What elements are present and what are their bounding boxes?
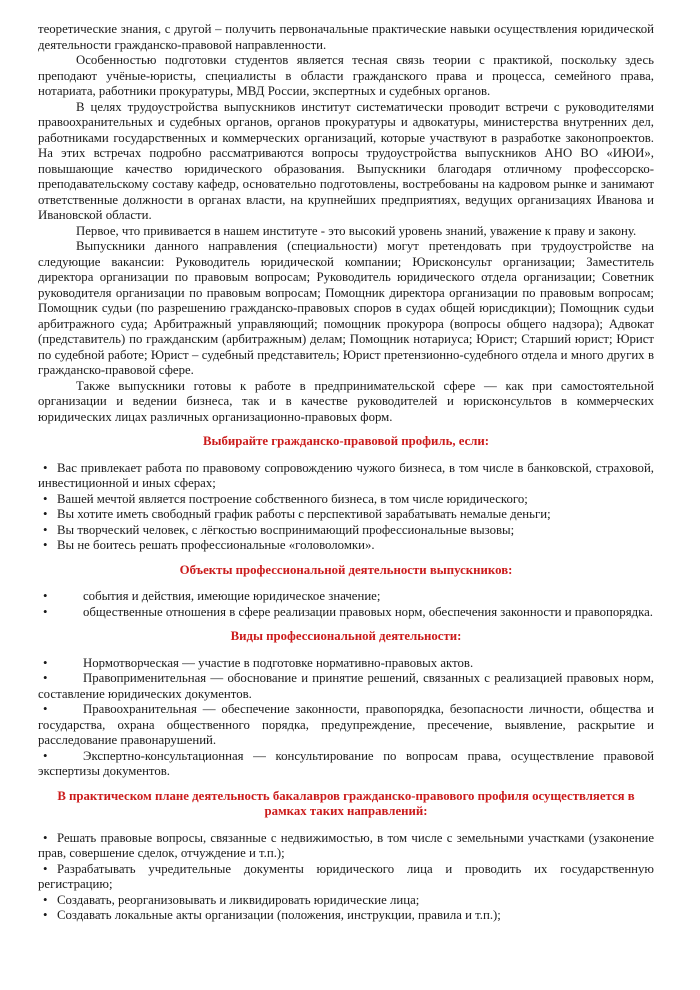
bullet-text: Вы творческий человек, с лёгкостью воспринимающий профессиональные вызовы;: [57, 522, 515, 537]
bullet-icon: •: [43, 830, 48, 845]
bullet-icon: •: [43, 702, 48, 716]
bullet-list: [38, 589, 654, 620]
bullet-text: Вас привлекает работа по правовому сопровождению чужого бизнеса, в том числе в банковской, страховой, инвестиционной и иных сферах;: [38, 460, 654, 490]
paragraph: теоретические знания, с другой – получить первоначальные практические навыки осуществления юридической деятельности гражданско-правовой направленности.: [38, 22, 654, 52]
bullet-item: [38, 671, 654, 702]
bullet-icon: •: [43, 655, 48, 670]
bullet-text: Создавать, реорганизовывать и ликвидировать юридические лица;: [57, 892, 420, 907]
paragraph: Первое, что прививается в нашем институте - это высокий уровень знаний, уважение к праву и закону.: [76, 223, 637, 238]
bullet-icon: •: [43, 908, 48, 922]
bullet-icon: •: [43, 892, 48, 907]
bullet-icon: •: [43, 604, 48, 619]
section-heading: Виды профессиональной деятельности:: [230, 629, 462, 643]
bullet-text: события и действия, имеющие юридическое значение;: [83, 589, 381, 603]
paragraph: Выпускники данного направления (специальности) могут претендовать при трудоустройстве на следующие вакансии: Руководитель юридической компании; Юрисконсульт организации; Заместитель директора организации по правовым вопросам; Руководитель юридического отдела организации; Советник руководителя организации по правовым вопросам; Помощник директора организации по правовым вопросам; Помощник судьи (по разрешению гражданско-правовых споров в судах общей юрисдикции); Помощник судьи арбитражного суда; Арбитражный управляющий; помощник прокурора (вопросы общего надзора); Адвокат (представитель) по гражданским (арбитражным) делам; Помощник нотариуса; Юрист; Старший юрист; Юрист по судебной работе; Юрист – судебный представитель; Юрист претензионно-судебного отдела и много других в гражданско-правовой сфере.: [38, 239, 654, 377]
bullet-icon: •: [43, 748, 48, 763]
bullet-list: [38, 461, 654, 554]
bullet-icon: •: [43, 589, 48, 603]
paragraph: В целях трудоустройства выпускников институт систематически проводит встречи с руководителями правоохранительных и судебных органов, органов прокуратуры и адвокатуры, министерства внутренних дел, работниками государственных и коммерческих организаций, которые участвуют в разработке законопроектов. На этих встречах подробно рассматриваются вопросы трудоустройства выпускников АНО ВО «ИЮИ», повышающие качество юридического образования. Выпускники благодаря отличному профессорско-преподавательскому составу кафедр, основательно подготовлены, востребованы на кадровом рынке и занимают ответственные должности в органах власти, на крупнейших предприятиях, ведущих организациях Иванова и Ивановской области.: [38, 99, 654, 222]
section-heading: Выбирайте гражданско-правовой профиль, если:: [202, 434, 490, 448]
bullet-item: [38, 893, 654, 909]
bullet-text: Вы не боитесь решать профессиональные «головоломки».: [57, 538, 375, 552]
bullet-list: [38, 656, 654, 780]
bullet-text: Правоохранительная — обеспечение законности, правопорядка, безопасности личности, общества и государства, охрана общественного порядка, предупреждение, пресечение, выявление, раскрытие и расследование правонарушений.: [38, 702, 654, 747]
bullet-text: общественные отношения в сфере реализации правовых норм, обеспечения законности и правопорядка.: [83, 604, 654, 619]
bullet-icon: •: [43, 522, 48, 537]
bullet-item: [38, 589, 654, 605]
bullet-item: [38, 523, 654, 539]
document-body: [38, 22, 654, 924]
bullet-text: Экспертно-консультационная — консультирование по вопросам права, осуществление правовой экспертизы документов.: [38, 748, 654, 778]
bullet-item: [38, 908, 654, 924]
section-heading: Объекты профессиональной деятельности выпускников:: [179, 562, 513, 577]
bullet-icon: •: [43, 538, 48, 552]
bullet-list: [38, 831, 654, 924]
paragraph: Также выпускники готовы к работе в предпринимательской сфере — как при самостоятельной организации и ведении бизнеса, так и в качестве руководителей и юрисконсультов в коммерческих юридических лицах различных организационно-правовых форм.: [38, 378, 654, 424]
bullet-item: [38, 749, 654, 780]
bullet-text: Решать правовые вопросы, связанные с недвижимостью, в том числе с земельными участками (узаконение прав, совершение сделок, отчуждение и т.п.);: [38, 830, 654, 860]
bullet-text: Создавать локальные акты организации (положения, инструкции, правила и т.п.);: [57, 908, 501, 922]
bullet-text: Правоприменительная — обоснование и принятие решений, связанных с реализацией правовых норм, составление юридических документов.: [38, 671, 654, 701]
bullet-item: [38, 702, 654, 749]
bullet-text: Вы хотите иметь свободный график работы с перспективой зарабатывать немалые деньги;: [57, 507, 551, 521]
paragraph: Особенностью подготовки студентов является тесная связь теории с практикой, поскольку здесь преподают учёные-юристы, специалисты в области гражданского права и процесса, семейного права, нотариата, работники прокуратуры, МВД России, экспертных и судебных органов.: [38, 53, 654, 98]
bullet-text: Нормотворческая — участие в подготовке нормативно-правовых актов.: [83, 655, 474, 670]
bullet-icon: •: [43, 861, 48, 876]
section-heading: В практическом плане деятельность бакалавров гражданско-правового профиля осуществляется в рамках таких направлений:: [57, 788, 635, 818]
bullet-item: [38, 492, 654, 508]
bullet-item: [38, 605, 654, 621]
bullet-icon: •: [43, 491, 48, 506]
bullet-item: [38, 656, 654, 672]
bullet-item: [38, 538, 654, 554]
bullet-text: Вашей мечтой является построение собственного бизнеса, в том числе юридического;: [57, 491, 528, 506]
bullet-item: [38, 831, 654, 862]
bullet-icon: •: [43, 460, 48, 475]
bullet-item: [38, 862, 654, 893]
bullet-item: [38, 507, 654, 523]
bullet-item: [38, 461, 654, 492]
bullet-icon: •: [43, 507, 48, 521]
bullet-icon: •: [43, 671, 48, 685]
bullet-text: Разрабатывать учредительные документы юридического лица и проводить их государственную регистрацию;: [38, 861, 654, 891]
